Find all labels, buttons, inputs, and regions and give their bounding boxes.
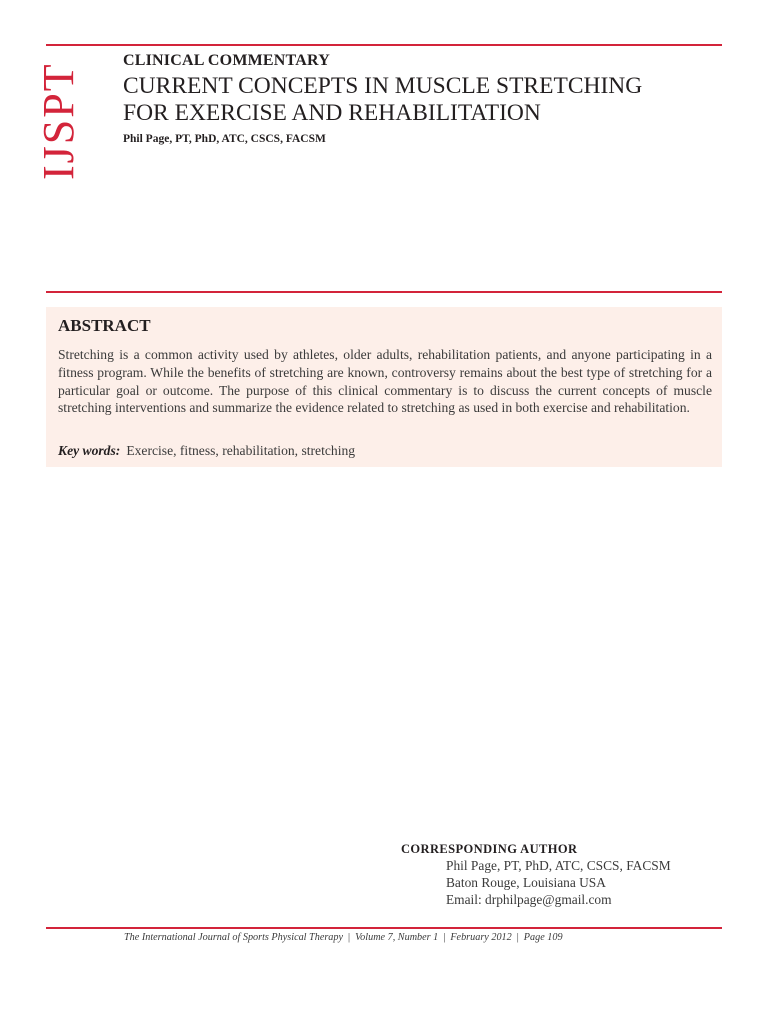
top-rule (46, 44, 722, 46)
corresponding-author-location: Baton Rouge, Louisiana USA (446, 875, 606, 890)
keywords-label: Key words: (58, 443, 121, 458)
article-title (123, 73, 713, 127)
footer-journal: The International Journal of Sports Physical Therapy (124, 932, 344, 943)
footer-volume: Volume 7, Number 1 (355, 932, 439, 943)
journal-logo: IJSPT (34, 62, 83, 180)
corresponding-author-email: Email: drphilpage@gmail.com (446, 892, 612, 907)
footer (124, 932, 563, 943)
keywords (58, 443, 355, 459)
corresponding-author-name: Phil Page, PT, PhD, ATC, CSCS, FACSM (446, 858, 671, 873)
abstract-body: Stretching is a common activity used by athletes, older adults, rehabilitation patients, and anyone participating in a fitness program. While the benefits of stretching are known, controversy remains about the best type of stretching for a particular goal or outcome. The purpose of this clinical commentary is to discuss the current concepts of muscle stretching interventions and summarize the evidence related to stretching as used in both exercise and rehabilitation. (58, 347, 712, 416)
article-type: CLINICAL COMMENTARY (123, 52, 330, 69)
abstract-heading: ABSTRACT (58, 316, 151, 335)
footer-date: February 2012 (450, 932, 512, 943)
title-line: CURRENT CONCEPTS IN MUSCLE STRETCHING (123, 73, 643, 99)
header-bottom-rule (46, 291, 722, 293)
footer-page: Page 109 (523, 932, 563, 943)
footer-rule (46, 927, 722, 929)
footer-separator: | (516, 932, 519, 943)
footer-separator: | (348, 932, 351, 943)
author-line: Phil Page, PT, PhD, ATC, CSCS, FACSM (123, 133, 326, 145)
keywords-list: Exercise, fitness, rehabilitation, stretching (126, 443, 356, 458)
title-line: FOR EXERCISE AND REHABILITATION (123, 100, 541, 126)
corresponding-author (401, 842, 671, 908)
corresponding-author-heading: CORRESPONDING AUTHOR (401, 842, 578, 856)
abstract-box (46, 307, 722, 467)
footer-separator: | (443, 932, 446, 943)
